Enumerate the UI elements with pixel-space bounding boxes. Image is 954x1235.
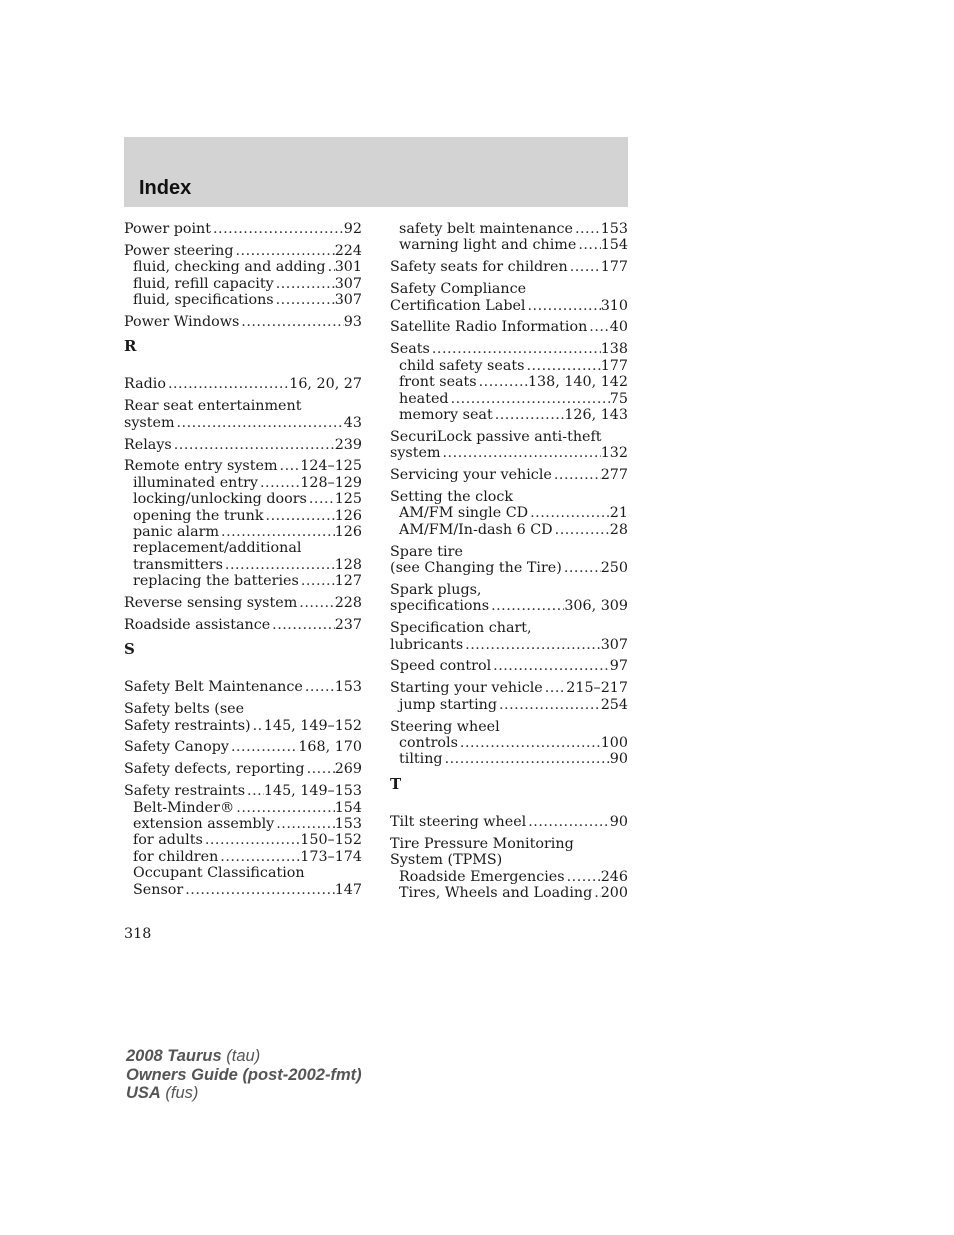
entry-term: transmitters — [133, 556, 223, 573]
leader-dots — [234, 243, 335, 259]
leader-dots — [565, 869, 601, 885]
index-entry-line — [124, 761, 362, 777]
entry-term: panic alarm — [133, 523, 220, 540]
index-entry — [124, 783, 362, 898]
index-subentry-line — [390, 751, 628, 767]
leader-dots — [223, 557, 335, 573]
entry-term: fluid, checking and adding — [133, 259, 326, 276]
leader-dots — [203, 832, 300, 848]
leader-dots — [449, 391, 610, 407]
index-entry-line — [124, 458, 362, 474]
entry-page-ref: 100 — [600, 735, 628, 752]
footer-line-3: USA (fus) — [126, 1084, 199, 1103]
index-entry-line — [390, 620, 628, 636]
entry-term: Relays — [124, 436, 172, 453]
entry-term: Safety Compliance — [390, 281, 527, 298]
entry-page-ref: 307 — [334, 292, 362, 309]
entry-page-ref: 147 — [334, 881, 362, 898]
leader-dots — [491, 658, 610, 674]
entry-term: Tires, Wheels and Loading — [399, 884, 593, 901]
entry-page-ref: 153 — [334, 816, 362, 833]
entry-page-ref: 127 — [334, 573, 362, 590]
entry-term: (see Changing the Tire) — [390, 560, 562, 577]
entry-page-ref: 21 — [609, 505, 628, 522]
index-entry-line — [390, 489, 628, 505]
leader-dots — [526, 814, 610, 830]
index-entry-line — [390, 719, 628, 735]
index-entry — [390, 620, 628, 653]
entry-term: controls — [399, 735, 458, 752]
entry-page-ref: 92 — [343, 221, 362, 237]
entry-page-ref: 224 — [334, 242, 362, 259]
entry-term: lubricants — [390, 636, 464, 653]
entry-term: Tire Pressure Monitoring — [390, 835, 574, 852]
index-subentry-line — [390, 522, 628, 538]
leader-dots — [497, 697, 601, 713]
entry-term: front seats — [399, 374, 477, 391]
index-entry-line — [124, 718, 362, 734]
entry-term: opening the trunk — [133, 507, 264, 524]
index-entry-line — [390, 598, 628, 614]
leader-dots — [264, 508, 335, 524]
entry-term: Safety restraints — [124, 783, 246, 800]
index-entry-line — [124, 398, 362, 414]
entry-term: Steering wheel — [390, 718, 500, 735]
index-entry-line — [390, 445, 628, 461]
entry-page-ref: 173–174 — [300, 848, 362, 865]
leader-dots — [305, 761, 335, 777]
leader-dots — [239, 314, 344, 330]
entry-page-ref: 307 — [600, 636, 628, 653]
leader-dots — [463, 637, 601, 653]
index-entry-line — [124, 243, 362, 259]
leader-dots — [245, 783, 264, 799]
index-entry-line — [390, 429, 628, 445]
section-letter: T — [390, 774, 402, 793]
index-entry — [124, 617, 362, 633]
entry-page-ref: 126 — [334, 523, 362, 540]
index-subentry-line — [124, 475, 362, 491]
index-entry — [390, 836, 628, 902]
entry-page-ref: 126, 143 — [564, 406, 628, 423]
leader-dots — [326, 259, 335, 275]
entry-term: Speed control — [390, 658, 492, 675]
index-entry — [390, 680, 628, 713]
document-footer — [126, 1047, 362, 1103]
index-subentry-line — [390, 505, 628, 521]
index-entry — [390, 658, 628, 674]
leader-dots — [218, 849, 300, 865]
entry-term: memory seat — [399, 406, 493, 423]
leader-dots — [573, 221, 601, 237]
leader-dots — [166, 376, 289, 392]
index-subentry-line — [390, 374, 628, 390]
index-entry — [390, 319, 628, 335]
entry-term: SecuriLock passive anti-theft — [390, 428, 602, 445]
entry-term: Safety Belt Maintenance — [124, 679, 303, 696]
page-title: Index — [139, 177, 192, 199]
entry-page-ref: 154 — [334, 799, 362, 816]
index-subentry-line — [390, 221, 628, 237]
index-entry-line — [390, 836, 628, 852]
entry-page-ref: 75 — [609, 390, 628, 407]
index-entry-line — [390, 341, 628, 357]
index-entry — [390, 341, 628, 423]
index-entry — [390, 429, 628, 462]
entry-term: Occupant Classification — [133, 865, 305, 882]
index-subentry-line — [390, 407, 628, 423]
entry-term: Roadside assistance — [124, 616, 271, 633]
leader-dots — [592, 885, 600, 901]
entry-term: Belt-Minder® — [133, 799, 235, 816]
index-subentry-line — [124, 276, 362, 292]
index-entry-line — [124, 783, 362, 799]
index-subentry-line — [124, 292, 362, 308]
index-entry-line — [124, 617, 362, 633]
entry-page-ref: 246 — [600, 868, 628, 885]
leader-dots — [251, 718, 264, 734]
index-subentry-line — [124, 865, 362, 881]
index-entry-line — [124, 314, 362, 330]
leader-dots — [493, 407, 565, 423]
entry-page-ref: 310 — [600, 297, 628, 314]
entry-term: system — [390, 445, 441, 462]
entry-page-ref: 269 — [334, 761, 362, 778]
section-letter: R — [124, 337, 137, 356]
leader-dots — [274, 292, 335, 308]
entry-page-ref: 132 — [600, 445, 628, 462]
index-entry-line — [124, 376, 362, 392]
index-subentry-line — [390, 869, 628, 885]
entry-term: Seats — [390, 341, 430, 358]
leader-dots — [430, 341, 601, 357]
entry-term: safety belt maintenance — [399, 221, 573, 237]
entry-page-ref: 150–152 — [300, 832, 362, 849]
index-entry — [124, 243, 362, 309]
entry-page-ref: 28 — [609, 521, 628, 538]
entry-term: Remote entry system — [124, 458, 278, 475]
leader-dots — [307, 491, 335, 507]
index-entry — [390, 582, 628, 615]
leader-dots — [229, 739, 298, 755]
index-header-band — [124, 137, 628, 207]
leader-dots — [524, 358, 600, 374]
entry-term: child safety seats — [399, 357, 525, 374]
index-entry-line — [390, 259, 628, 275]
leader-dots — [477, 374, 528, 390]
entry-term: heated — [399, 390, 449, 407]
entry-page-ref: 93 — [343, 313, 362, 330]
entry-term: Power Windows — [124, 313, 240, 330]
entry-term: Rear seat entertainment — [124, 398, 302, 415]
entry-term: Safety seats for children — [390, 259, 568, 276]
entry-term: for children — [133, 848, 219, 865]
entry-term: Roadside Emergencies — [399, 868, 565, 885]
index-subentry-line — [124, 491, 362, 507]
index-column-left — [124, 221, 362, 904]
entry-page-ref: 90 — [609, 751, 628, 768]
entry-term: AM/FM single CD — [399, 505, 529, 522]
index-subentry-line — [124, 800, 362, 816]
index-entry — [390, 544, 628, 577]
entry-page-ref: 215–217 — [566, 680, 628, 697]
leader-dots — [172, 437, 335, 453]
entry-term: for adults — [133, 832, 203, 849]
leader-dots — [274, 276, 335, 292]
entry-page-ref: 138 — [600, 341, 628, 358]
entry-page-ref: 153 — [334, 679, 362, 696]
leader-dots — [458, 735, 601, 751]
index-subentry-line — [124, 816, 362, 832]
entry-term: replacement/additional — [133, 540, 302, 557]
index-subentry-line — [124, 557, 362, 573]
index-entry-line — [124, 701, 362, 717]
entry-page-ref: 237 — [334, 616, 362, 633]
index-entry — [124, 376, 362, 392]
index-subentry-line — [390, 885, 628, 901]
index-entry — [124, 761, 362, 777]
entry-page-ref: 277 — [600, 467, 628, 484]
leader-dots — [274, 816, 334, 832]
entry-term: System (TPMS) — [390, 852, 503, 869]
index-entry — [390, 814, 628, 830]
entry-term: tilting — [399, 751, 443, 768]
entry-term: replacing the batteries — [133, 573, 299, 590]
leader-dots — [576, 237, 600, 253]
entry-page-ref: 177 — [600, 259, 628, 276]
entry-term: Tilt steering wheel — [390, 813, 527, 830]
entry-page-ref: 200 — [600, 884, 628, 901]
entry-page-ref: 125 — [334, 491, 362, 508]
leader-dots — [299, 573, 335, 589]
index-entry-line — [390, 281, 628, 297]
index-entry — [124, 701, 362, 734]
index-entry-line — [390, 298, 628, 314]
entry-term: Safety defects, reporting — [124, 761, 305, 778]
index-entry — [124, 739, 362, 755]
index-subentry-line — [124, 849, 362, 865]
leader-dots — [543, 680, 567, 696]
entry-term: Safety belts (see — [124, 701, 245, 718]
leader-dots — [587, 319, 610, 335]
entry-page-ref: 228 — [334, 595, 362, 612]
leader-dots — [552, 467, 601, 483]
index-subentry-line — [124, 573, 362, 589]
entry-term: AM/FM/In-dash 6 CD — [399, 521, 553, 538]
entry-term: Satellite Radio Information — [390, 319, 588, 336]
index-entry-line — [124, 221, 362, 237]
index-entry — [124, 221, 362, 237]
leader-dots — [528, 505, 610, 521]
leader-dots — [183, 882, 334, 898]
entry-page-ref: 250 — [600, 560, 628, 577]
index-entry — [124, 458, 362, 589]
leader-dots — [219, 524, 335, 540]
entry-page-ref: 128 — [334, 556, 362, 573]
index-column-right — [390, 221, 628, 907]
index-entry-line — [390, 467, 628, 483]
index-entry-line — [390, 560, 628, 576]
leader-dots — [553, 522, 610, 538]
index-entry — [390, 221, 628, 254]
entry-term: Spare tire — [390, 543, 463, 560]
entry-term: Power point — [124, 221, 212, 237]
entry-term: Sensor — [133, 881, 184, 898]
entry-term: warning light and chime — [399, 237, 577, 254]
index-entry-line — [390, 637, 628, 653]
index-entry — [124, 398, 362, 431]
leader-dots — [441, 445, 601, 461]
entry-term: illuminated entry — [133, 474, 259, 491]
index-entry — [390, 259, 628, 275]
index-entry-line — [124, 739, 362, 755]
index-entry-line — [390, 582, 628, 598]
index-subentry-line — [390, 735, 628, 751]
entry-page-ref: 239 — [334, 436, 362, 453]
entry-page-ref: 154 — [600, 237, 628, 254]
index-entry-line — [390, 814, 628, 830]
entry-term: system — [124, 414, 175, 431]
entry-term: specifications — [390, 598, 490, 615]
entry-term: Spark plugs, — [390, 581, 482, 598]
entry-term: locking/unlocking doors — [133, 491, 307, 508]
index-subentry-line — [390, 358, 628, 374]
entry-page-ref: 40 — [609, 319, 628, 336]
entry-page-ref: 43 — [343, 414, 362, 431]
entry-page-ref: 306, 309 — [564, 598, 628, 615]
entry-term: Specification chart, — [390, 620, 532, 637]
index-entry — [390, 719, 628, 768]
entry-term: Safety Canopy — [124, 739, 229, 756]
index-subentry-line — [124, 832, 362, 848]
index-entry — [124, 314, 362, 330]
entry-term: Power steering — [124, 242, 234, 259]
entry-page-ref: 124–125 — [300, 458, 362, 475]
leader-dots — [270, 617, 335, 633]
entry-term: Safety restraints) — [124, 717, 251, 734]
entry-page-ref: 145, 149–153 — [263, 783, 362, 800]
index-subentry-line — [390, 697, 628, 713]
entry-term: jump starting — [399, 696, 498, 713]
index-entry — [124, 595, 362, 611]
entry-term: Reverse sensing system — [124, 595, 298, 612]
leader-dots — [297, 595, 334, 611]
entry-page-ref: 126 — [334, 507, 362, 524]
leader-dots — [443, 751, 610, 767]
index-subentry-line — [124, 524, 362, 540]
index-entry-line — [390, 680, 628, 696]
entry-page-ref: 301 — [334, 259, 362, 276]
leader-dots — [303, 679, 335, 695]
index-entry — [390, 489, 628, 538]
entry-page-ref: 97 — [609, 658, 628, 675]
index-entry-line — [124, 437, 362, 453]
entry-page-ref: 145, 149–152 — [263, 717, 362, 734]
entry-term: Setting the clock — [390, 488, 514, 505]
entry-page-ref: 168, 170 — [298, 739, 362, 756]
entry-term: extension assembly — [133, 816, 275, 833]
leader-dots — [526, 298, 601, 314]
entry-page-ref: 307 — [334, 275, 362, 292]
leader-dots — [489, 598, 564, 614]
index-entry-line — [390, 544, 628, 560]
index-entry-line — [390, 852, 628, 868]
index-entry-line — [124, 679, 362, 695]
index-entry-line — [124, 415, 362, 431]
index-subentry-line — [124, 882, 362, 898]
index-subentry-line — [124, 540, 362, 556]
entry-term: Certification Label — [390, 297, 526, 314]
index-entry — [124, 679, 362, 695]
entry-term: Radio — [124, 376, 166, 393]
leader-dots — [211, 221, 344, 237]
index-subentry-line — [390, 391, 628, 407]
index-subentry-line — [124, 259, 362, 275]
index-entry — [124, 437, 362, 453]
entry-term: fluid, refill capacity — [133, 275, 274, 292]
entry-term: Servicing your vehicle — [390, 467, 552, 484]
leader-dots — [258, 475, 300, 491]
index-entry — [390, 281, 628, 314]
footer-line-1: 2008 Taurus (tau) — [126, 1047, 261, 1065]
footer-line-2: Owners Guide (post-2002-fmt) — [126, 1065, 362, 1084]
page-number: 318 — [124, 926, 152, 942]
entry-page-ref: 138, 140, 142 — [527, 374, 628, 391]
entry-term: Starting your vehicle — [390, 680, 543, 697]
leader-dots — [562, 560, 601, 576]
entry-page-ref: 177 — [600, 357, 628, 374]
index-entry-line — [124, 595, 362, 611]
entry-page-ref: 16, 20, 27 — [289, 376, 362, 393]
entry-term: fluid, specifications — [133, 292, 274, 309]
index-subentry-line — [390, 237, 628, 253]
leader-dots — [234, 800, 334, 816]
entry-page-ref: 128–129 — [300, 474, 362, 491]
leader-dots — [278, 458, 301, 474]
index-entry-line — [390, 658, 628, 674]
leader-dots — [568, 259, 601, 275]
leader-dots — [175, 415, 344, 431]
entry-page-ref: 254 — [600, 696, 628, 713]
entry-page-ref: 153 — [600, 221, 628, 237]
index-subentry-line — [124, 508, 362, 524]
section-letter: S — [124, 640, 135, 659]
index-entry-line — [390, 319, 628, 335]
entry-page-ref: 90 — [609, 813, 628, 830]
index-entry — [390, 467, 628, 483]
